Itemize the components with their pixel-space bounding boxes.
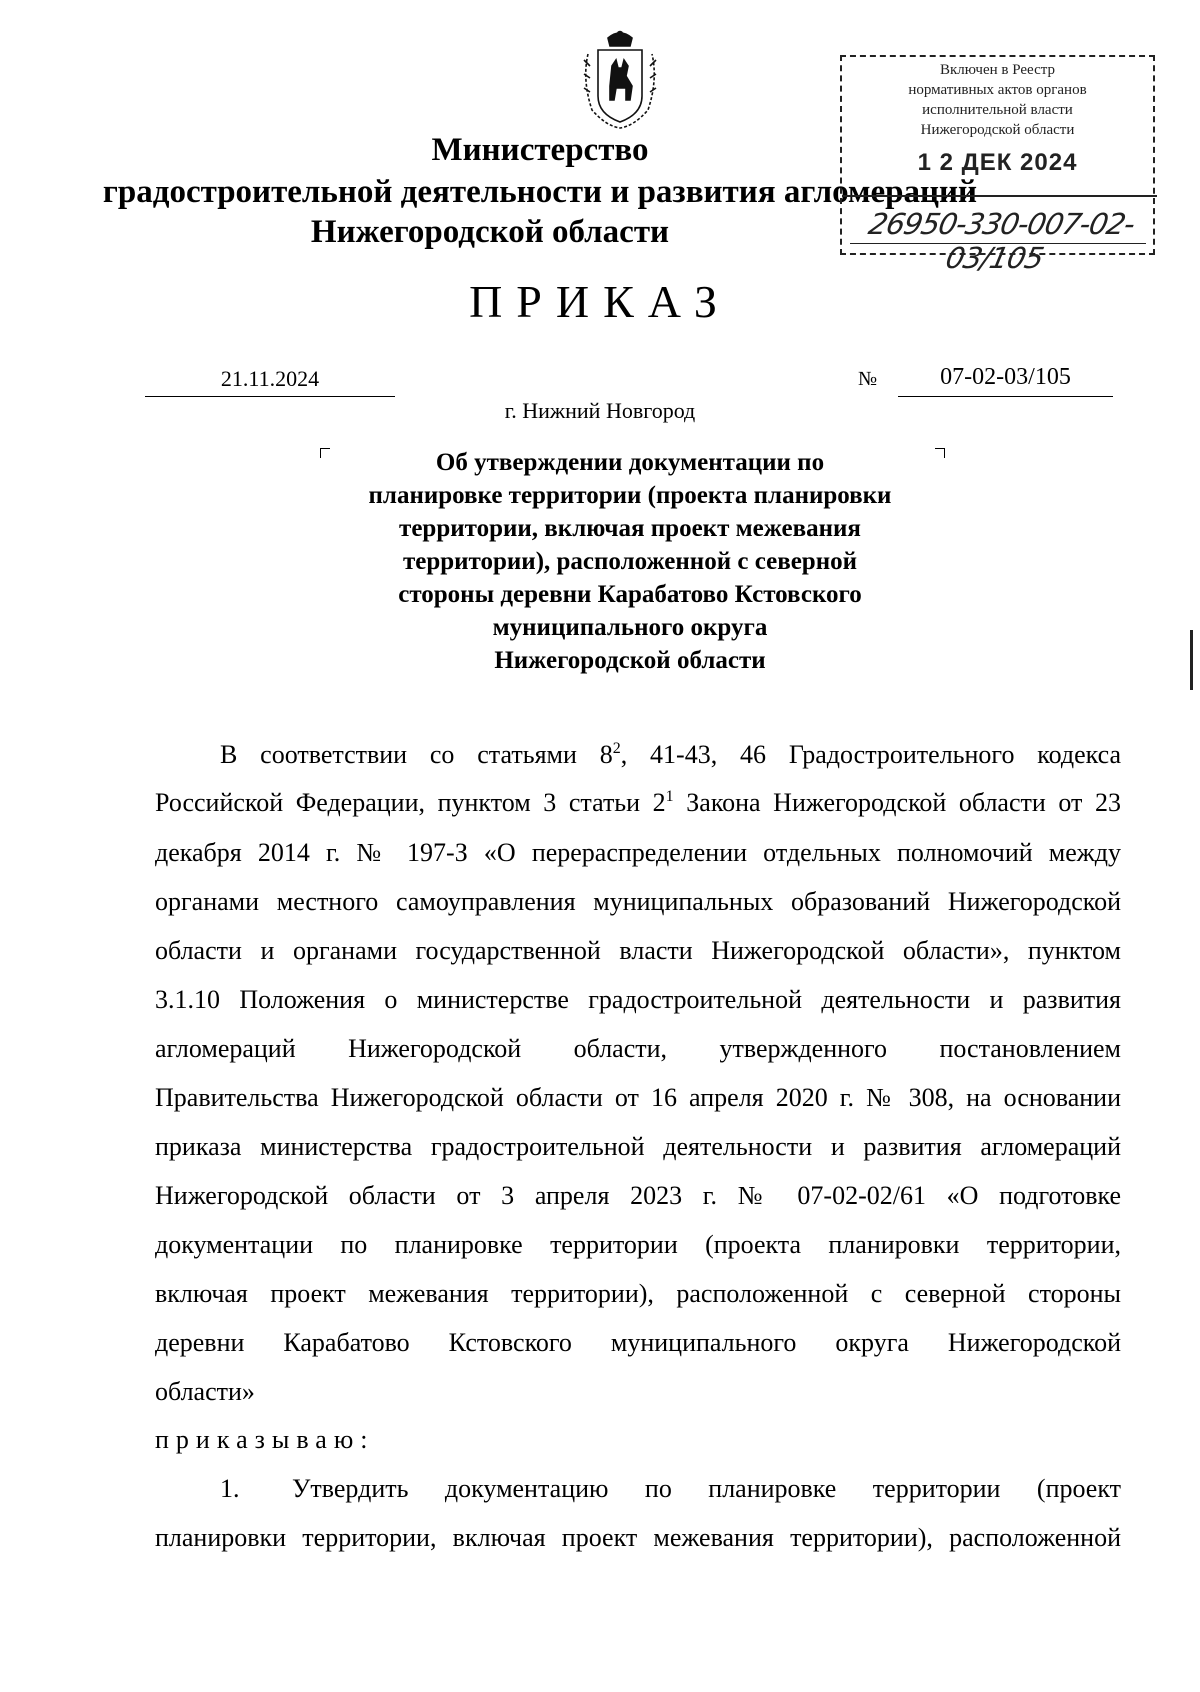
subject-line: Нижегородской области (494, 647, 766, 674)
order-subject (330, 446, 930, 677)
ministry-title-line1: Министерство (431, 132, 649, 168)
subject-line: территории, включая проект межевания (399, 515, 861, 542)
stamp-date: 1 2 ДЕК 2024 (917, 149, 1078, 176)
stamp-underline (850, 243, 1146, 244)
order-number: 07-02-03/105 (940, 364, 1071, 390)
subject-line: территории), расположенной с северной (402, 548, 858, 575)
body-line-13: деревни Карабатово Кстовского муниципального округа Нижегородской (155, 1328, 1121, 1357)
body-line-9: приказа министерства градостроительной деятельности и развития агломераций (155, 1132, 1121, 1161)
ministry-title-line3: Нижегородской области (310, 214, 670, 250)
body-line-5: области и органами государственной власти Нижегородской области», пунктом (155, 936, 1121, 965)
body-line-2: Российской Федерации, пунктом 3 статьи $2^1$ Закона Нижегородской области от 23 (155, 788, 1121, 817)
stamp-registration-number: 26950-330-007-02-03/105 (865, 207, 1138, 275)
stamp-line-4: Нижегородской области (920, 122, 1075, 138)
paragraph-1-line-1: Утвердить документацию по планировке территории (проект (292, 1474, 1121, 1503)
document-type-title: ПРИКАЗ (469, 276, 731, 327)
paragraph-1-line-2: планировки территории, включая проект межевания территории), расположенной (155, 1523, 1121, 1552)
stamp-line-1: Включен в Реестр (940, 62, 1055, 78)
body-line-6: 3.1.10 Положения о министерстве градостроительной деятельности и развития (155, 985, 1121, 1014)
paragraph-number: 1. (220, 1474, 240, 1503)
body-line-14: области» (155, 1377, 255, 1406)
date-field (145, 362, 395, 397)
body-line-1: В соответствии со статьями $8^2$, 41-43, 46 Градостроительного кодекса (220, 740, 1121, 769)
subject-line: планировке территории (проекта планировки (368, 482, 892, 509)
body-line-3: декабря 2014 г. № 197-З «О перераспределении отдельных полномочий между (155, 838, 1121, 867)
subject-corner-right (935, 448, 945, 458)
body-line-4: органами местного самоуправления муниципальных образований Нижегородской (155, 887, 1121, 916)
subject-corner-left (320, 448, 330, 458)
body-line-8: Правительства Нижегородской области от 16 апреля 2020 г. № 308, на основании (155, 1083, 1121, 1112)
number-field (898, 362, 1113, 397)
stamp-line-2: нормативных актов органов (908, 82, 1087, 98)
subject-line: муниципального округа (492, 614, 768, 641)
scan-edge-mark (1190, 630, 1193, 690)
stamp-line-3: исполнительной власти (922, 102, 1073, 118)
body-line-10: Нижегородской области от 3 апреля 2023 г. № 07-02-02/61 «О подготовке (155, 1181, 1121, 1210)
ministry-title-line2: градостроительной деятельности и развития агломераций (102, 174, 978, 210)
stamp-divider (842, 195, 1157, 197)
subject-line: стороны деревни Карабатово Кстовского (398, 581, 862, 608)
body-line-11: документации по планировке территории (проекта планировки территории, (155, 1230, 1121, 1259)
registry-stamp (840, 55, 1155, 275)
number-sign: № (858, 368, 878, 390)
body-line-12: включая проект межевания территории), расположенной с северной стороны (155, 1279, 1121, 1308)
city-line: г. Нижний Новгород (504, 398, 696, 423)
body-line-7: агломераций Нижегородской области, утвержденного постановлением (155, 1034, 1121, 1063)
order-word: приказываю: (155, 1425, 375, 1454)
order-date: 21.11.2024 (220, 366, 320, 391)
subject-line: Об утверждении документации по (435, 449, 825, 476)
coat-of-arms-emblem (578, 30, 662, 130)
